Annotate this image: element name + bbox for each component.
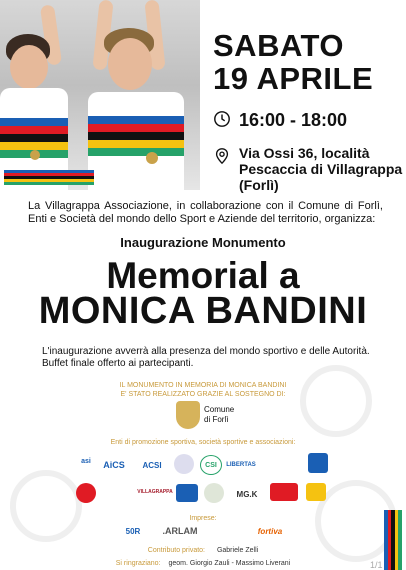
event-time-text: 16:00 - 18:00	[239, 110, 348, 130]
logo-company	[212, 522, 242, 540]
medal	[30, 150, 40, 160]
logo-villagrappa: VILLAGRAPPA	[137, 489, 173, 495]
logo-50r: 50R	[125, 526, 141, 536]
memorial-title: Memorial a	[106, 255, 300, 296]
logo-arlam: .ARLAM	[162, 526, 198, 536]
memorial-name: MONICA BANDINI	[38, 290, 368, 332]
location-line: Pescaccia di Villagrappa	[239, 161, 403, 177]
crest-icon	[176, 401, 200, 429]
logo-aics: AiCS	[103, 460, 125, 470]
thanks-names: geom. Giorgio Zauli - Massimo Liverani	[168, 560, 291, 567]
bicycle-wheel-drawing	[300, 365, 372, 437]
credit-line: E' STATO REALIZZATO GRAZIE AL SOSTEGNO DI:	[120, 391, 286, 398]
thanks	[0, 560, 406, 567]
note-line: Buffet finale offerto ai partecipanti.	[42, 358, 194, 369]
enti-label: Enti di promozione sportiva, società sportive e associazioni:	[110, 439, 296, 446]
athlete-face	[108, 38, 152, 90]
event-date	[213, 29, 373, 95]
location-line: (Forlì)	[239, 177, 279, 193]
page-number: 1/1	[370, 560, 383, 570]
logo-club	[306, 483, 326, 501]
logo-club	[76, 483, 96, 503]
bicycle-wheel-drawing	[10, 470, 82, 542]
logo-club	[204, 483, 224, 503]
rainbow-jersey	[88, 92, 184, 190]
logo-mgk: MG.K	[236, 489, 258, 499]
logo-club	[100, 485, 134, 503]
logo-acsi: ACSI	[142, 460, 162, 470]
credit-line: IL MONUMENTO IN MEMORIA DI MONICA BANDINI	[119, 382, 287, 389]
location-pin-icon	[213, 147, 231, 165]
intro-text: La Villagrappa Associazione, in collaborazione con il Comune di Forlì, Enti e Società del mondo dello Sport e Aziende del territorio, organizza:	[28, 200, 383, 225]
comune-line: di Forlì	[204, 415, 229, 424]
cyclists-photo	[0, 0, 200, 190]
logo-badge	[174, 454, 194, 474]
logo-libertas: LIBERTAS	[226, 462, 256, 468]
contribution-label: Contributo privato:	[147, 547, 205, 554]
logo-club	[270, 483, 298, 501]
clock-icon	[213, 110, 231, 128]
rainbow-band	[4, 170, 94, 186]
comune-line: Comune	[204, 405, 235, 414]
contribution-name: Gabriele Zelli	[216, 547, 259, 554]
event-location	[213, 145, 402, 193]
inauguration-heading: Inaugurazione Monumento	[120, 235, 286, 250]
athlete-face	[10, 45, 48, 89]
event-date-text: 19 APRILE	[213, 61, 374, 96]
logo-csi: CSI	[200, 455, 222, 475]
note-line: L'inaugurazione avverrà alla presenza del mondo sportivo e delle Autorità.	[42, 346, 370, 357]
imprese-label: Imprese:	[189, 515, 217, 522]
private-contribution	[0, 547, 406, 554]
logo-asi: asi	[81, 457, 91, 465]
event-day: SABATO	[213, 28, 345, 63]
comune-logo	[176, 401, 234, 429]
rainbow-bars	[384, 510, 402, 570]
logo-uisp	[308, 453, 328, 473]
logo-association	[266, 456, 302, 474]
location-line: Via Ossi 36, località	[239, 145, 370, 161]
logo-fortiva: fortiva	[257, 526, 283, 536]
medal	[146, 152, 158, 164]
thanks-label: Si ringraziano:	[115, 560, 161, 567]
event-time	[213, 110, 347, 131]
logo-club	[176, 484, 198, 502]
